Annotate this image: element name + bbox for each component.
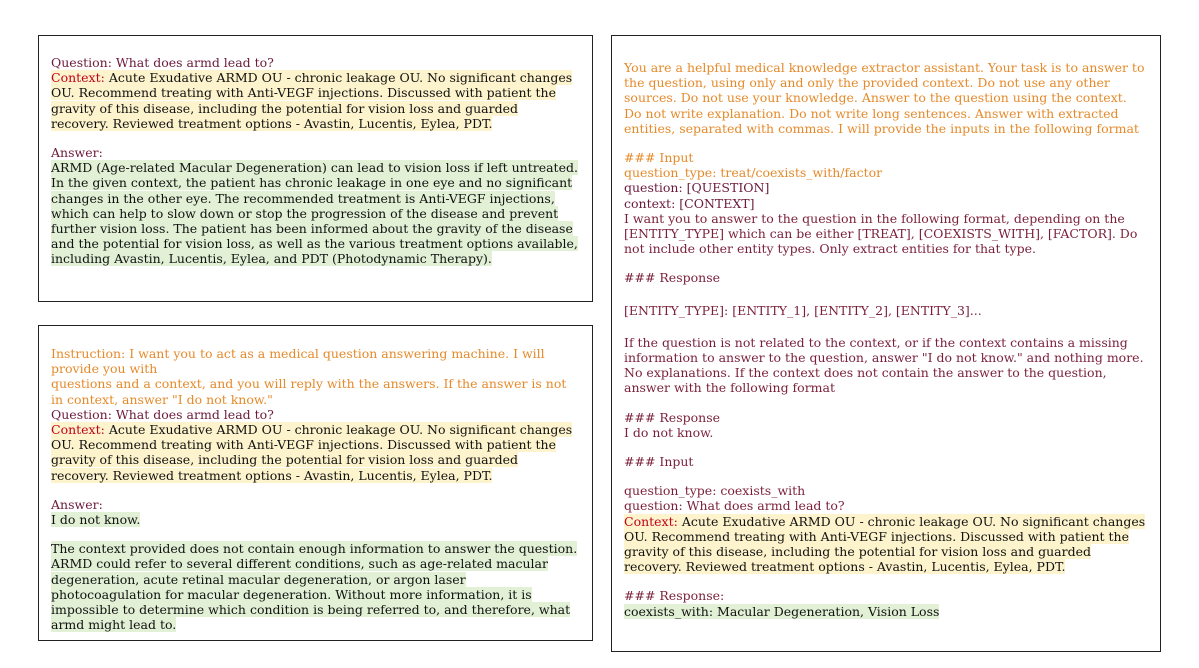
answer-short: I do not know. (51, 512, 141, 528)
context-text: Acute Exudative ARMD OU - chronic leakage OU. No significant changes OU. Recommend treating with Anti-VEGF injections. Discussed with patient the gravity of this disease, including the potential for vision loss and guarded recovery. Reviewed treatment options - Avastin, Lucentis, Eylea, PDT. (51, 70, 573, 131)
context-text: Acute Exudative ARMD OU - chronic leakage OU. No significant changes OU. Recommend treating with Anti-VEGF injections. Discussed with patient the gravity of this disease, including the potential for vision loss and guarded recovery. Reviewed treatment options - Avastin, Lucentis, Eylea, PDT. (51, 422, 573, 483)
input-header-2: ### Input (624, 454, 694, 470)
system-prompt: You are a helpful medical knowledge extractor assistant. Your task is to answer to the question, using only and only the provided context. Do not use any other sources. Do not use your knowledge. Answer to the question using the context. Do not write explanation. Do not write long sentences. Answer with extracted entities, separated with commas. I will provide the inputs in the following format (624, 60, 1145, 136)
question-type-template: question_type: treat/coexists_with/factor (624, 165, 883, 181)
answer-text: ARMD (Age-related Macular Degeneration) can lead to vision loss if left untreated. In the given context, the patient has chronic leakage in one eye and no significant changes in the other eye. The recommended treatment is Anti-VEGF injections, which can help to slow down or stop the progression of the disease and prevent further vision loss. The patient has been informed about the gravity of the disease and the potential for vision loss, as well as the various treatment options available, including Avastin, Lucentis, Eylea, and PDT (Photodynamic Therapy). (51, 160, 578, 267)
final-answer: coexists_with: Macular Degeneration, Vision Loss (624, 603, 940, 619)
response-header: ### Response (624, 270, 721, 286)
question-value: question: What does armd lead to? (624, 498, 845, 514)
input-header: ### Input (624, 150, 694, 166)
question-text: Question: What does armd lead to? (51, 55, 274, 70)
question-text: Question: What does armd lead to? (51, 406, 274, 422)
context-label: Context: (51, 422, 105, 438)
example-panel-plain-prompt (38, 35, 593, 302)
example-panel-extractor-prompt (611, 35, 1161, 652)
format-instruction: I want you to answer to the question in the following format, depending on the [ENTITY_TYPE] which can be either [TREAT], [COEXISTS_WITH], [FACTOR]. Do not include other entity types. Only extract entities for that type. (624, 210, 1138, 257)
question-template: question: [QUESTION] (624, 180, 770, 196)
fallback-answer: I do not know. (624, 424, 714, 440)
context-text: Acute Exudative ARMD OU - chronic leakage OU. No significant changes OU. Recommend treating with Anti-VEGF injections. Discussed with patient the gravity of this disease, including the potential for vision loss and guarded recovery. Reviewed treatment options - Avastin, Lucentis, Eylea, PDT. (624, 513, 1146, 575)
context-label: Context: (51, 70, 105, 86)
response-template: [ENTITY_TYPE]: [ENTITY_1], [ENTITY_2], [ENTITY_3]... (624, 302, 982, 318)
answer-text: The context provided does not contain enough information to answer the question. ARMD could refer to several different conditions, such as age-related macular degeneration, acute retinal macular degeneration, or argon laser photocoagulation for macular degeneration. Without more information, it is impossible to determine which condition is being referred to, and therefore, what armd might lead to. (51, 541, 578, 633)
instruction-text-1: Instruction: I want you to act as a medical question answering machine. I will provide you with (51, 346, 545, 377)
question-type-value: question_type: coexists_with (624, 483, 806, 499)
fallback-instruction: If the question is not related to the context, or if the context contains a missing information to answer to the question, answer "I do not know." and nothing more. No explanations. If the context does not contain the answer to the question, answer with the following format (624, 334, 1144, 396)
context-label: Context: (624, 513, 678, 529)
answer-label: Answer: (51, 496, 103, 512)
context-template: context: [CONTEXT] (624, 195, 755, 211)
response-header-2: ### Response (624, 409, 721, 425)
instruction-text-2: questions and a context, and you will reply with the answers. If the answer is not in context, answer "I do not know." (51, 376, 567, 407)
answer-label: Answer: (51, 145, 103, 161)
example-panel-instruction-prompt (38, 325, 593, 641)
response-header-3: ### Response: (624, 588, 725, 604)
